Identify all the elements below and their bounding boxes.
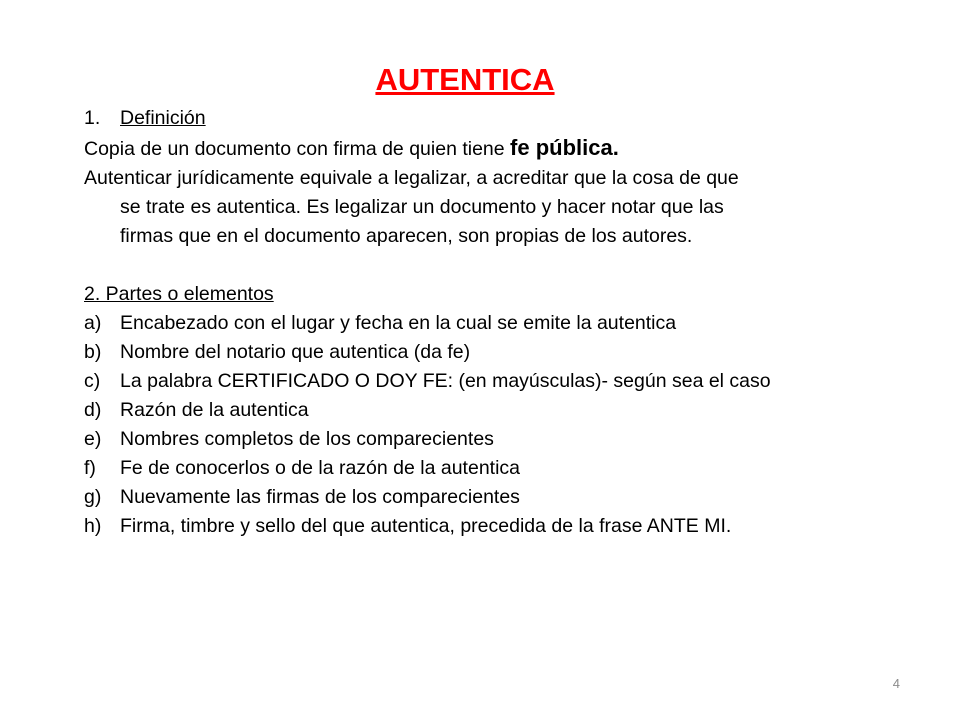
- list-item-text: Nombre del notario que autentica (da fe): [120, 341, 471, 363]
- list-marker: g): [84, 486, 102, 508]
- list-item-text: La palabra CERTIFICADO O DOY FE: (en mayúsculas)- según sea el caso: [120, 370, 771, 392]
- spacer: [84, 251, 884, 280]
- elements-list: [84, 309, 884, 541]
- list-item: [84, 338, 884, 367]
- definition-text: Copia de un documento con firma de quien tiene: [84, 138, 511, 160]
- page-number: 4: [892, 676, 900, 691]
- list-marker: c): [84, 370, 101, 392]
- section-1-title: Definición: [120, 107, 206, 129]
- section-1-heading: [84, 104, 884, 133]
- section-2-heading: 2. Partes o elementos: [84, 283, 274, 305]
- list-item: [84, 396, 884, 425]
- paragraph-line-1: Autenticar jurídicamente equivale a legalizar, a acreditar que la cosa de que: [84, 167, 739, 189]
- list-item-text: Encabezado con el lugar y fecha en la cual se emite la autentica: [120, 312, 677, 334]
- list-item-text: Firma, timbre y sello del que autentica, precedida de la frase ANTE MI.: [120, 515, 732, 537]
- list-item: [84, 309, 884, 338]
- list-marker: e): [84, 428, 102, 450]
- list-marker: a): [84, 312, 102, 334]
- list-item: [84, 425, 884, 454]
- list-marker: b): [84, 341, 102, 363]
- definition-line: [84, 133, 884, 164]
- list-item: [84, 512, 884, 541]
- list-item: [84, 454, 884, 483]
- list-marker: f): [84, 457, 96, 479]
- list-marker: d): [84, 399, 102, 421]
- list-item-text: Nuevamente las firmas de los comparecientes: [120, 486, 520, 508]
- paragraph-line-2: se trate es autentica. Es legalizar un documento y hacer notar que las: [120, 196, 724, 218]
- paragraph-line-3: firmas que en el documento aparecen, son propias de los autores.: [120, 225, 693, 247]
- slide-body: [84, 104, 884, 541]
- section-1-number: 1.: [84, 107, 101, 129]
- list-item: [84, 367, 884, 396]
- definition-emphasis: fe pública.: [510, 135, 619, 160]
- list-item-text: Nombres completos de los comparecientes: [120, 428, 494, 450]
- slide-title: AUTENTICA: [375, 62, 555, 97]
- list-item-text: Fe de conocerlos o de la razón de la autentica: [120, 457, 521, 479]
- list-marker: h): [84, 515, 102, 537]
- list-item: [84, 483, 884, 512]
- list-item-text: Razón de la autentica: [120, 399, 309, 421]
